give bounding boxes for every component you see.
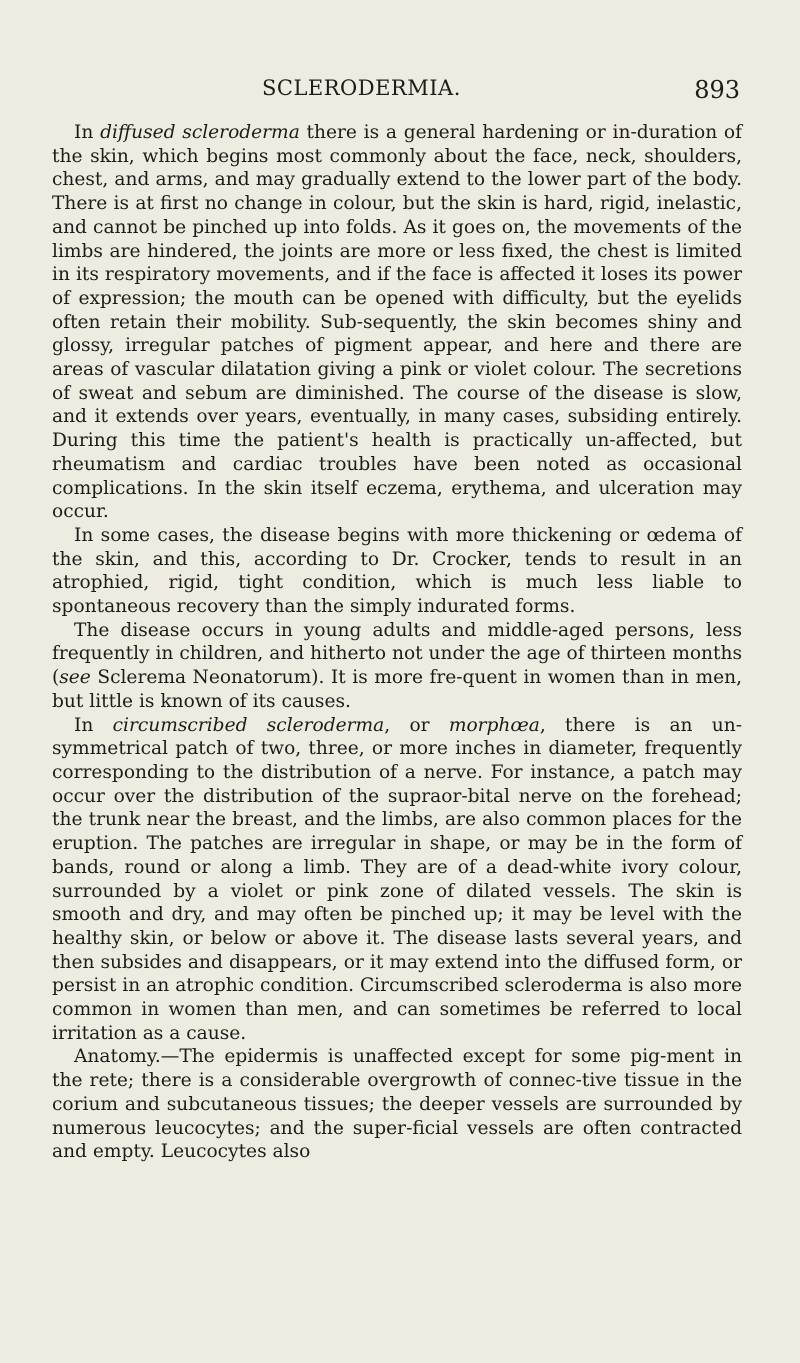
- paragraph-oedema-variant: [52, 524, 742, 619]
- paragraph-text: , there is an un-symmetrical patch of two, three, or more inches in diameter, frequently corresponding to the distribution of a nerve. For instance, a patch may occur over the distribution of the supraor-bital nerve on the forehead; the trunk near the breast, and the limbs, are also common places for the eruption. The patches are irregular in shape, or may be in the form of bands, round or along a limb. They are of a dead-white ivory colour, surrounded by a violet or pink zone of dilated vessels. The skin is smooth and dry, and may often be pinched up; it may be level with the healthy skin, or below or above it. The disease lasts several years, and then subsides and disappears, or it may extend into the diffused form, or persist in an atrophic condition. Circumscribed scleroderma is also more common in women than men, and can sometimes be referred to local irritation as a cause.: [52, 714, 743, 1044]
- paragraph-text: In: [74, 122, 101, 143]
- paragraph-text: In: [74, 714, 113, 736]
- italic-term: morphœa: [448, 714, 540, 736]
- paragraph-occurrence: [52, 619, 742, 714]
- paragraph-text: there is a general hardening or in-duration of the skin, which begins most commonly about the face, neck, shoulders, chest, and arms, and may gradually extend to the lower part of the body. There is at first no change in colour, but the skin is hard, rigid, inelastic, and cannot be pinched up into folds. As it goes on, the movements of the limbs are hindered, the joints are more or less fixed, the chest is limited in its respiratory movements, and if the face is affected it loses its power of expression; the mouth can be opened with difficulty, but the eyelids often retain their mobility. Sub-sequently, the skin becomes shiny and glossy, irregular patches of pigment appear, and here and there are areas of vascular dilatation giving a pink or violet colour. The secretions of sweat and sebum are diminished. The course of the disease is slow, and it extends over years, eventually, in many cases, subsiding entirely. During this time the patient's health is practically un-affected, but rheumatism and cardiac troubles have been noted as occasional complications. In the skin itself eczema, erythema, and ulceration may occur.: [52, 122, 742, 523]
- paragraph-text: , or: [384, 714, 449, 736]
- paragraph-diffused-scleroderma: [52, 121, 742, 524]
- page-number: 893: [694, 76, 740, 104]
- italic-term: see: [59, 667, 91, 689]
- section-heading-anatomy: Anatomy.: [74, 1046, 161, 1068]
- paragraph-circumscribed-scleroderma: [52, 714, 742, 1046]
- paragraph-text: —The epidermis is unaffected except for some pig-ment in the rete; there is a considerable overgrowth of connec-tive tissue in the corium and subcutaneous tissues; the deeper vessels are surrounded by numerous leucocytes; and the super-ficial vessels are often contracted and empty. Leucocytes also: [52, 1046, 742, 1163]
- italic-term: diffused scleroderma: [100, 122, 300, 143]
- paragraph-text: In some cases, the disease begins with more thickening or œdema of the skin, and this, according to Dr. Crocker, tends to result in an atrophied, rigid, tight condition, which is much less liable to spontaneous recovery than the simply indurated forms.: [52, 524, 742, 618]
- italic-term: circumscribed scleroderma: [112, 714, 385, 736]
- running-title: SCLERODERMIA.: [262, 76, 461, 100]
- paragraph-text: Sclerema Neonatorum). It is more fre-quent in women than in men, but little is known of its causes.: [52, 667, 742, 712]
- body-text: [52, 121, 742, 1164]
- running-head: [0, 76, 800, 110]
- paragraph-anatomy: [52, 1045, 742, 1164]
- paragraph-text: The disease occurs in young adults and middle-aged persons, less frequently in children, and hitherto not under the age of thirteen months (: [52, 619, 742, 689]
